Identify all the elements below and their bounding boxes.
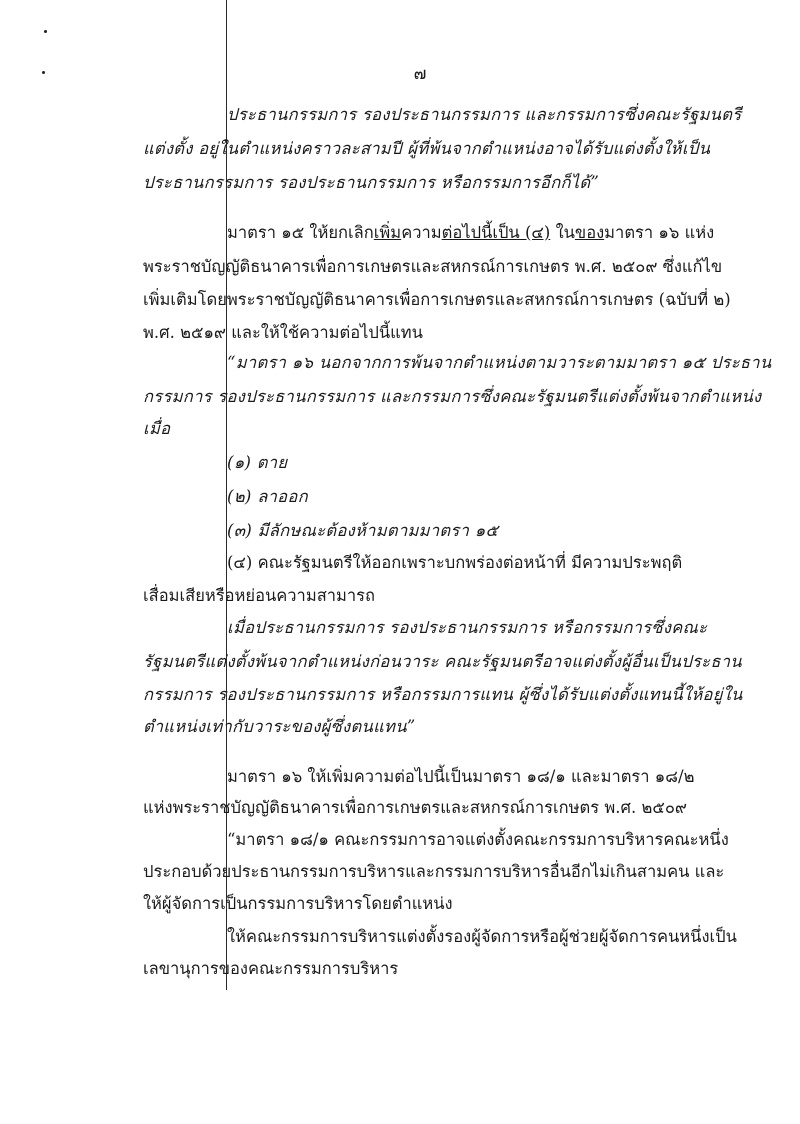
text-line: แห่งพระราชบัญญัติธนาคารเพื่อการเกษตรและสหกรณ์การเกษตร พ.ศ. ๒๕๐๙ xyxy=(143,798,687,817)
section-15-line xyxy=(227,222,714,244)
text-line: เมื่อประธานกรรมการ รองประธานกรรมการ หรือกรรมการซึ่งคณะ xyxy=(227,618,708,637)
scan-speck xyxy=(42,71,45,74)
text-line: ตำแหน่งเท่ากับวาระของผู้ซึ่งตนแทน” xyxy=(143,717,416,736)
text-line: เสื่อมเสียหรือหย่อนความสามารถ xyxy=(143,586,376,605)
text-line: กรรมการ รองประธานกรรมการ และกรรมการซึ่งคณะรัฐมนตรีแต่งตั้งพ้นจากตำแหน่ง xyxy=(143,387,762,406)
text-line: มาตรา ๑๖ ให้เพิ่มความต่อไปนี้เป็นมาตรา ๑๘/๑ และมาตรา ๑๘/๒ xyxy=(227,767,695,786)
list-item: (๒) ลาออก xyxy=(227,487,308,506)
scan-speck xyxy=(44,30,47,33)
text-line: เมื่อ xyxy=(143,419,171,438)
text-line: “มาตรา ๑๖ นอกจากการพ้นจากตำแหน่งตามวาระตามมาตรา ๑๕ ประธาน xyxy=(227,353,772,372)
text-line: รัฐมนตรีแต่งตั้งพ้นจากตำแหน่งก่อนวาระ คณะรัฐมนตรีอาจแต่งตั้งผู้อื่นเป็นประธาน xyxy=(143,652,742,671)
list-item: (๓) มีลักษณะต้องห้ามตามมาตรา ๑๕ xyxy=(227,521,499,540)
text-fragment: ใน xyxy=(550,223,575,242)
text-line: ให้ผู้จัดการเป็นกรรมการบริหารโดยตำแหน่ง xyxy=(143,894,453,913)
underlined-text: ของ xyxy=(574,223,605,242)
text-line: ประธานกรรมการ รองประธานกรรมการ และกรรมการซึ่งคณะรัฐมนตรี xyxy=(227,105,742,124)
text-fragment: มาตรา ๑๖ แห่ง xyxy=(604,223,715,242)
list-item: (๔) คณะรัฐมนตรีให้ออกเพราะบกพร่องต่อหน้าที่ มีความประพฤติ xyxy=(227,553,683,572)
text-line: แต่งตั้ง อยู่ในตำแหน่งคราวละสามปี ผู้ที่พ้นจากตำแหน่งอาจได้รับแต่งตั้งให้เป็น xyxy=(143,139,711,158)
text-line: ประธานกรรมการ รองประธานกรรมการ หรือกรรมการอีกก็ได้” xyxy=(143,173,600,192)
text-line: กรรมการ รองประธานกรรมการ หรือกรรมการแทน ผู้ซึ่งได้รับแต่งตั้งแทนนี้ให้อยู่ใน xyxy=(143,685,743,704)
text-line: เลขานุการของคณะกรรมการบริหาร xyxy=(143,959,399,978)
text-fragment: มาตรา ๑๕ ให้ยกเลิก xyxy=(227,223,374,242)
text-line: พระราชบัญญัติธนาคารเพื่อการเกษตรและสหกรณ์การเกษตร พ.ศ. ๒๕๐๙ ซึ่งแก้ไข xyxy=(143,257,723,276)
text-fragment: ความ xyxy=(401,223,442,242)
text-line: ให้คณะกรรมการบริหารแต่งตั้งรองผู้จัดการหรือผู้ช่วยผู้จัดการคนหนึ่งเป็น xyxy=(227,927,737,946)
text-line: ประกอบด้วยประธานกรรมการบริหารและกรรมการบริหารอื่นอีกไม่เกินสามคน และ xyxy=(143,862,725,881)
list-item: (๑) ตาย xyxy=(227,453,288,472)
page-number: ๗ xyxy=(413,64,427,84)
text-line: เพิ่มเติมโดยพระราชบัญญัติธนาคารเพื่อการเกษตรและสหกรณ์การเกษตร (ฉบับที่ ๒) xyxy=(143,290,731,309)
underlined-text: เพิ่ม xyxy=(373,223,402,242)
underlined-text: ต่อไปนี้เป็น (๔) xyxy=(441,223,551,242)
text-line: “มาตรา ๑๘/๑ คณะกรรมการอาจแต่งตั้งคณะกรรมการบริหารคณะหนึ่ง xyxy=(227,830,729,849)
text-line: พ.ศ. ๒๕๑๙ และให้ใช้ความต่อไปนี้แทน xyxy=(143,323,423,342)
